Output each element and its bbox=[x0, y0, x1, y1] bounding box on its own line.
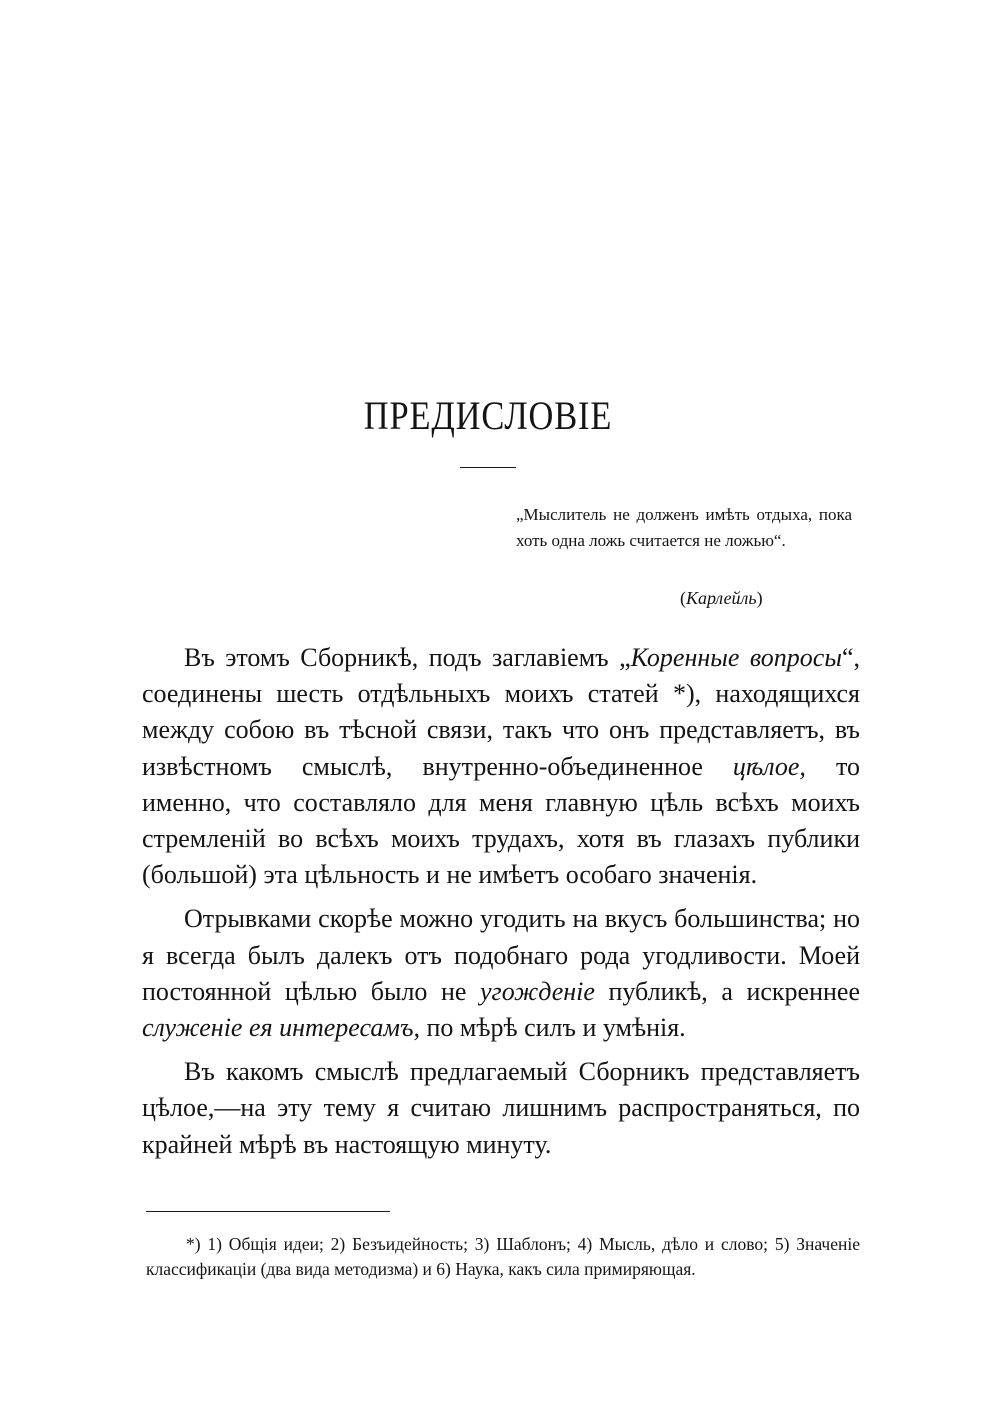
emphasis-whole: цѣлое, bbox=[732, 751, 806, 781]
paragraph-1 bbox=[142, 640, 860, 893]
epigraph-author bbox=[680, 588, 763, 609]
epigraph-author-close: ) bbox=[756, 588, 763, 608]
epigraph-author-open: ( bbox=[680, 588, 686, 608]
paragraph-2-part-a: Отрывками скорѣе можно угодить на вкусъ большинства; но я всегда былъ далекъ отъ подобнаго рода угодливости. Моей постоянной цѣлью было не bbox=[142, 904, 860, 1006]
paragraph-2-part-e: по мѣрѣ силъ и умѣнія. bbox=[419, 1013, 686, 1043]
paragraph-1-part-a: Въ этомъ Сборникѣ, подъ заглавіемъ „ bbox=[184, 643, 631, 672]
epigraph-quote: „Мыслитель не долженъ имѣть отдыха, пока хоть одна ложь считается не ложью“. bbox=[516, 505, 852, 550]
emphasis-serving: служеніе ея интересамъ, bbox=[142, 1013, 420, 1043]
emphasis-pleasing: угожденіе bbox=[480, 976, 595, 1006]
epigraph-author-name: Карлейль bbox=[686, 588, 757, 608]
paragraph-3 bbox=[142, 1054, 860, 1163]
paragraph-3-text: Въ какомъ смыслѣ предлагаемый Сборникъ представляетъ цѣлое,—на эту тему я считаю лишнимъ распространяться, по крайней мѣрѣ въ настоящую минуту. bbox=[142, 1057, 860, 1159]
page-title: ПРЕДИСЛОВІЕ bbox=[363, 393, 613, 438]
paragraph-2-part-c: публикѣ, а искреннее bbox=[594, 976, 860, 1006]
footnote-divider bbox=[146, 1211, 390, 1212]
footnote: *) 1) Общія идеи; 2) Безъидейность; 3) Шаблонъ; 4) Мысль, дѣло и слово; 5) Значеніе классификаціи (два вида методизма) и 6) Наука, какъ сила примиряющая. bbox=[146, 1234, 860, 1279]
body-text bbox=[142, 640, 860, 1163]
paragraph-1-part-e: то именно, что составляло для меня главную цѣль всѣхъ моихъ стремленій во всѣхъ моихъ трудахъ, хотя въ глазахъ публики (большой) эта цѣльность и не имѣетъ особаго значенія. bbox=[142, 751, 860, 890]
paragraph-2 bbox=[142, 901, 860, 1046]
collection-title: Коренные вопросы bbox=[630, 643, 842, 672]
paragraph-1-part-c: “, соединены шесть отдѣльныхъ моихъ статей *), находящихся между собою въ тѣсной связи, такъ что онъ представляетъ, въ извѣстномъ смыслѣ, внутренно-объединенное bbox=[142, 643, 860, 781]
title-divider bbox=[460, 467, 516, 468]
